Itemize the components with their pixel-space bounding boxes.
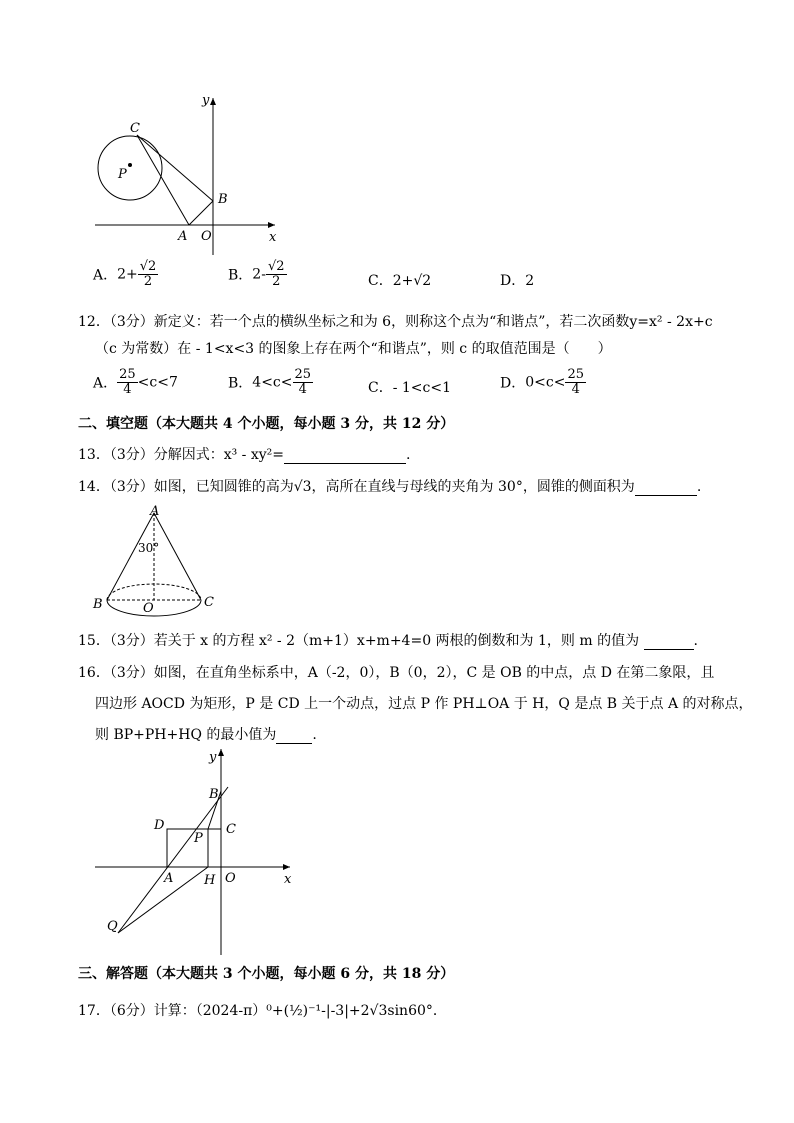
label-c: C [204,595,214,610]
option-value: 2+ [117,266,138,283]
segment-ab [189,201,213,225]
denominator: 2 [143,274,153,289]
q16-answer-blank[interactable] [276,729,312,744]
segment-cb [137,135,213,201]
q12-line2: （c 为常数）在 - 1<x<3 的图象上存在两个“和谐点”，则 c 的取值范围是（ ） [95,341,612,357]
option-value: - 1<c<1 [392,380,452,396]
label-d: D [154,818,165,833]
generatrix-ac [154,513,201,600]
q11-options [93,260,613,300]
center-p-dot [128,163,132,167]
label-x: x [284,872,292,887]
option-label: C． [368,273,393,289]
q16-line2: 四边形 AOCD 为矩形，P 是 CD 上一个动点，过点 P 作 PH⊥OA 于 H，Q 是点 B 关于点 A 的对称点， [95,696,753,712]
denominator: 4 [571,382,580,397]
label-b: B [93,597,103,612]
option-label: A． [93,375,118,392]
q16-line3 [95,726,317,744]
label-q: Q [107,919,118,934]
label-o: O [143,601,154,616]
option-label: D． [500,375,526,392]
label-o: O [201,229,212,244]
fraction [293,368,314,397]
numerator: 25 [294,367,312,382]
label-c: C [226,822,236,837]
label-x: x [269,230,277,245]
x-axis-arrow [268,222,275,228]
label-o: O [225,871,236,886]
q12-line1: 12．（3分）新定义：若一个点的横纵坐标之和为 6，则称这个点为“和谐点”，若二次函数y=x² - 2x+c [78,314,713,330]
option-label: B． [228,375,253,392]
q12-option-c[interactable] [368,377,451,397]
circle-p [98,136,162,200]
segment-ca [137,135,189,225]
q13 [78,446,410,464]
option-value: 4<c< [252,374,293,391]
q16-line1: 16．（3分）如图，在直角坐标系中，A（-2，0），B（0，2），C 是 OB 的中点，点 D 在第二象限，且 [78,665,715,681]
q15-answer-blank[interactable] [644,635,694,650]
q14-cone-figure [88,505,228,617]
base-front-arc [107,600,201,616]
segment-hq [118,867,208,933]
numerator: √2 [139,259,157,274]
option-value: 0<c< [525,374,566,391]
q12-option-d[interactable] [500,368,586,397]
label-p: P [118,167,127,182]
label-b: B [218,192,228,207]
q12-options [93,368,653,406]
label-c: C [130,121,140,136]
label-y: y [209,750,217,765]
label-angle: 30° [138,541,160,555]
q16-figure [90,745,300,960]
q11-option-a[interactable] [93,260,158,289]
q11-figure [85,90,295,260]
q14-end: . [696,479,702,495]
option-label: D． [500,273,526,289]
denominator: 4 [123,382,132,397]
q17: 17．（6分）计算：（2024-π）⁰+(½)⁻¹-|-3|+2√3sin60°． [78,1003,447,1019]
numerator: 25 [119,367,136,382]
q13-text: 13．（3分）分解因式：x³ - xy²= [78,447,285,463]
option-value: <c<7 [137,374,178,391]
generatrix-ab [107,513,154,600]
q11-option-b[interactable] [228,260,287,289]
q13-end: . [406,447,411,463]
q16-text: 则 BP+PH+HQ 的最小值为 [95,727,277,743]
fraction [117,368,138,397]
label-y: y [202,93,210,108]
option-label: A． [93,267,118,284]
q15-end: . [693,633,698,649]
y-axis-arrow [210,98,216,105]
label-a: A [150,505,160,519]
label-h: H [204,873,216,888]
section3-title: 三、解答题（本大题共 3 个小题，每小题 6 分，共 18 分） [78,966,455,982]
numerator: √2 [267,259,285,274]
segment-bq [118,787,228,933]
option-value: 2+√2 [392,273,432,289]
label-p: P [194,831,203,846]
y-axis-arrow [218,749,224,756]
label-a: A [164,871,174,886]
base-back-arc [107,584,201,600]
numerator: 25 [567,367,584,382]
q13-answer-blank[interactable] [284,449,406,464]
q16-end: . [312,727,317,743]
section2-title: 二、填空题（本大题共 4 个小题，每小题 3 分，共 12 分） [78,416,455,432]
fraction [138,260,159,289]
q14-text: 14．（3分）如图，已知圆锥的高为√3，高所在直线与母线的夹角为 30°，圆锥的侧面积为 [78,479,635,495]
denominator: 4 [298,382,307,397]
fraction [565,368,586,397]
x-axis-arrow [283,864,290,870]
fraction [266,260,287,289]
q12-option-a[interactable] [93,368,178,397]
q14 [78,478,701,496]
label-a: A [178,229,188,244]
option-value: 2- [252,266,266,283]
q15-text: 15．（3分）若关于 x 的方程 x² - 2（m+1）x+m+4=0 两根的倒数和为 1，则 m 的值为 [78,633,640,649]
q12-option-b[interactable] [228,368,313,397]
denominator: 2 [272,274,281,289]
label-b: B [209,787,219,802]
q11-option-c[interactable] [368,270,431,290]
q15 [78,632,698,650]
option-value: 2 [525,273,535,289]
q14-answer-blank[interactable] [635,481,697,496]
option-label: C． [368,380,393,396]
option-label: B． [228,267,253,284]
q11-option-d[interactable] [500,270,534,290]
